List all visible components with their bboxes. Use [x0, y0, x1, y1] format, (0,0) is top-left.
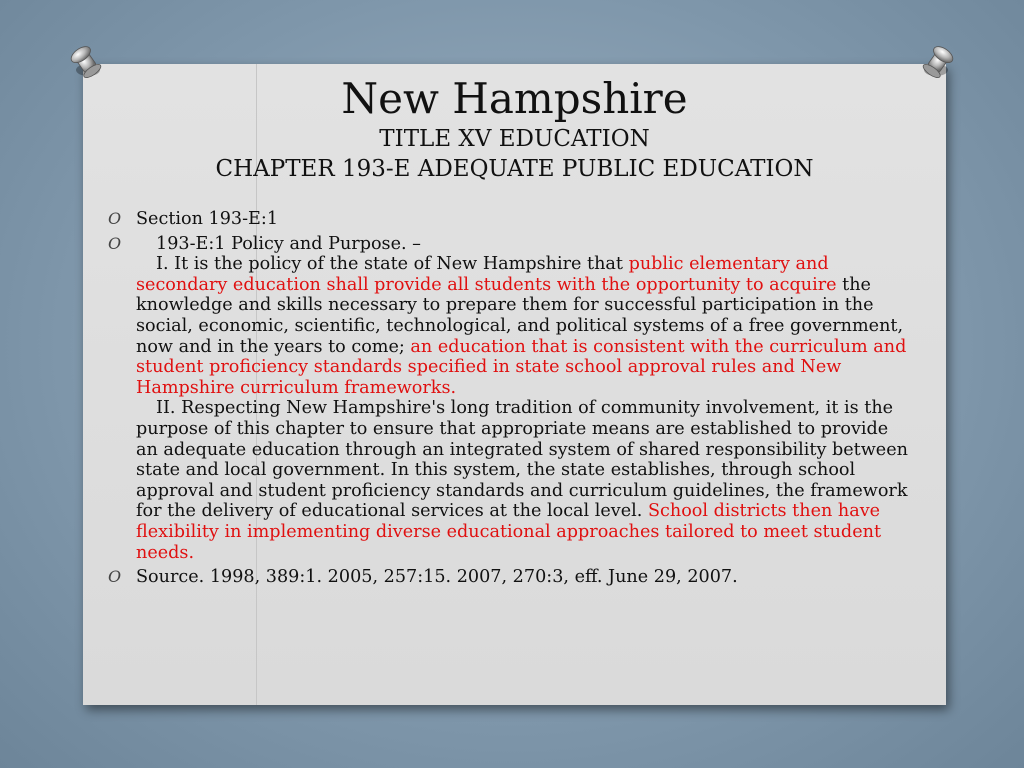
source-text: Source. 1998, 389:1. 2005, 257:15. 2007, 270:3, eff. June 29, 2007.	[136, 567, 738, 588]
bullet-source	[108, 567, 908, 588]
policy-heading: 193-E:1 Policy and Purpose. –	[156, 233, 421, 254]
bullet-marker-icon: O	[108, 233, 122, 253]
title-block	[83, 74, 946, 184]
para2-text-a: II. Respecting New Hampshire's long tradition of community involvement, it is the purpose of this chapter to ensure that appropriate means are established to provide an adequate education through an integrated system of shared responsibility between state and local government. In this system, the state establishes, through school approval and student proficiency standards and curriculum guidelines, the framework for the delivery of educational services at the local level.	[136, 398, 908, 522]
para1-text-b: the knowledge and skills necessary to prepare them for successful participation in the social, economic, scientific, technological, and political systems of a free government, now and in the years to come;	[136, 274, 904, 357]
slide-title: New Hampshire	[341, 74, 688, 123]
bullet-section	[108, 209, 908, 230]
para1-highlight-2: an education that is consistent with the curriculum and student proficiency standards specified in state school approval rules and New Hampshire curriculum frameworks.	[136, 336, 907, 398]
para1-text-a: I. It is the policy of the state of New Hampshire that	[156, 254, 629, 275]
para1-highlight-1: public elementary and secondary education shall provide all students with the opportunity to acquire	[136, 254, 837, 295]
bullet-marker-icon: O	[108, 209, 122, 228]
para2-highlight: School districts then have flexibility in implementing diverse educational approaches tailored to meet student needs.	[136, 501, 882, 563]
slide-subtitle-chapter: CHAPTER 193-E ADEQUATE PUBLIC EDUCATION	[215, 156, 814, 182]
slide-content	[108, 209, 908, 592]
bullet-policy	[108, 234, 908, 564]
section-text: Section 193-E:1	[136, 209, 279, 229]
slide-subtitle-title: TITLE XV EDUCATION	[379, 126, 650, 152]
bullet-marker-icon: O	[108, 567, 122, 587]
